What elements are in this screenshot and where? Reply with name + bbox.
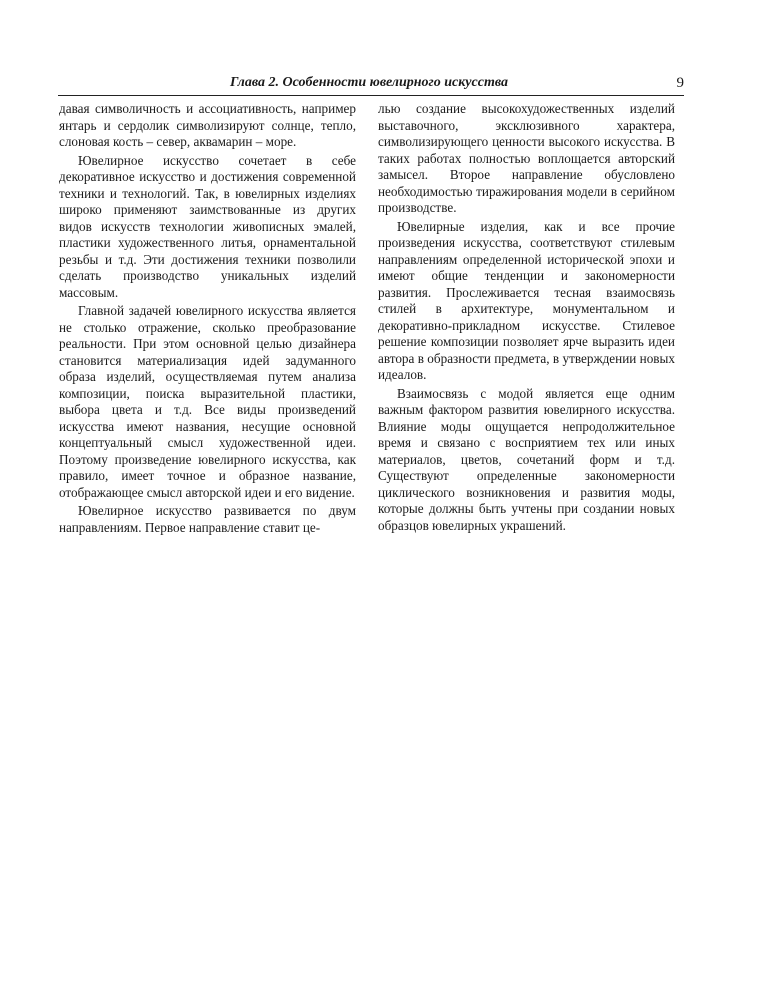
chapter-title: Глава 2. Особенности ювелирного искусства [229,75,508,90]
paragraph: лью создание высокохудожественных изделий выставочного, эксклюзивного характера, символизирующего ценности высокого искусства. В таких работах полностью воплощается авторский замысел. Второе направление обусловлено необходимостью тиражирования модели в серийном производстве. [378,101,675,215]
paragraph: Главной задачей ювелирного искусства является не столько отражение, сколько преобразование реальности. При этом основной целью дизайнера становится материализация идей задуманного образа изделий, осуществляемая путем анализа композиции, поиска выразительной пластики, выбора цвета и т.д. Все виды произведений искусства имеют названия, несущие основной концептуальный смысл художественной идеи. Поэтому произведение ювелирного искусства, как правило, имеет точное и образное название, отображающее смысл авторской идеи и его видение. [59,303,356,500]
paragraph: Ювелирное искусство развивается по двум направлениям. Первое направление ставит це- [59,503,356,535]
left-column [59,101,356,536]
paragraph: Ювелирные изделия, как и все прочие произведения искусства, соответствуют стилевым направлениям определенной исторической эпохи и имеют общие тенденции и закономерности развития. Прослеживается тесная взаимосвязь стилей в архитектуре, монументальном и декоративно-прикладном искусстве. Стилевое решение композиции позволяет ярче выразить идеи автора в образности предмета, в утверждении новых идеалов. [378,218,675,382]
page-number: 9 [676,75,684,91]
header-rule [58,95,684,96]
running-head [58,74,684,92]
paragraph: Взаимосвязь с модой является еще одним важным фактором развития ювелирного искусства. Влияние моды ощущается непродолжительное время и связано с восприятием тех или иных материалов, цветов, сочетаний форм и т.д. Существуют определенные закономерности циклического возникновения и развития моды, которые должны быть учтены при создании новых образцов ювелирных украшений. [378,385,675,533]
right-column [378,101,675,534]
paragraph: давая символичность и ассоциативность, например янтарь и сердолик символизируют солнце, тепло, слоновая кость – север, аквамарин – море. [59,101,356,149]
paragraph: Ювелирное искусство сочетает в себе декоративное искусство и достижения современной техники и технологий. Так, в ювелирных изделиях широко применяют заимствованные из других видов искусств технологии живописных эмалей, пластики художественного литья, орнаментальной резьбы и т.д. Эти достижения техники позволили сделать производство уникальных изделий массовым. [59,152,356,300]
